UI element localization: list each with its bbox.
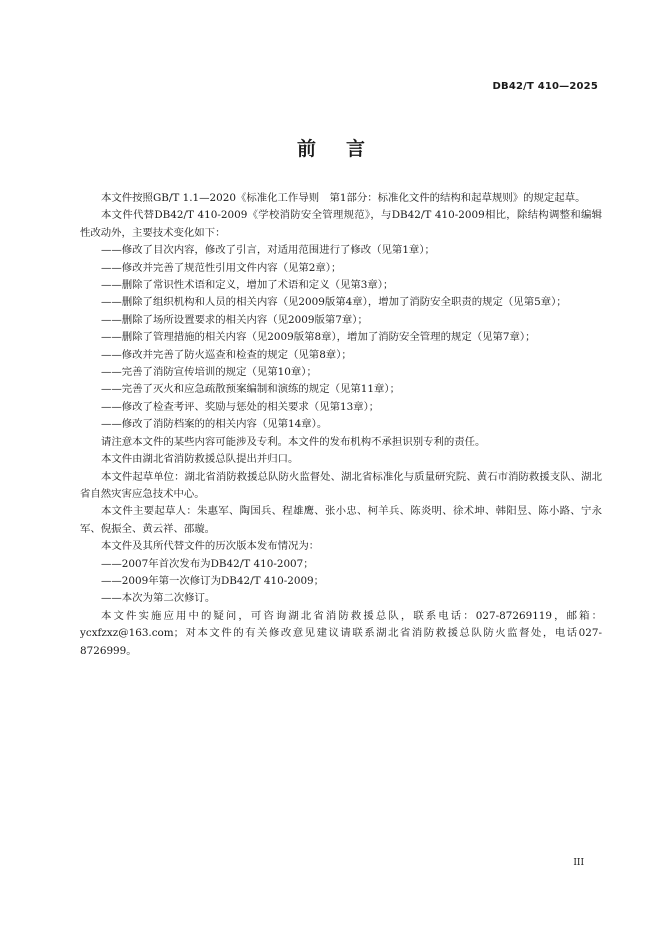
page-title: 前言 bbox=[296, 138, 395, 160]
paragraph: 本文件主要起草人：朱惠军、陶国兵、程雄鹰、张小忠、柯羊兵、陈炎明、徐术坤、韩阳昱、陈小路、宁永军、倪振全、黄云祥、邵璇。 bbox=[80, 505, 602, 535]
paragraph: 本文件按照GB/T 1.1—2020《标准化工作导则 第1部分：标准化文件的结构和起草规则》的规定起草。 bbox=[101, 192, 586, 204]
paragraph: 请注意本文件的某些内容可能涉及专利。本文件的发布机构不承担识别专利的责任。 bbox=[101, 435, 486, 448]
change-item: ——删除了场所设置要求的相关内容（见2009版第7章）； bbox=[101, 313, 368, 326]
change-item: ——修改了消防档案的的相关内容（见第14章）。 bbox=[101, 418, 328, 431]
change-item: ——完善了灭火和应急疏散预案编制和演练的规定（见第11章）； bbox=[101, 383, 400, 396]
paragraph: 本文件起草单位：湖北省消防救援总队防火监督处、湖北省标准化与质量研究院、黄石市消防救援支队、湖北省自然灾害应急技术中心。 bbox=[80, 470, 602, 500]
change-item: ——完善了消防宣传培训的规定（见第10章）； bbox=[101, 366, 317, 379]
change-item: ——修改并完善了规范性引用文件内容（见第2章）； bbox=[101, 261, 342, 274]
contact-paragraph: 本文件实施应用中的疑问，可咨询湖北省消防救援总队，联系电话：027-87269119，邮箱：ycxfzxz@163.com；对本文件的有关修改意见建议请联系湖北省消防救援总队防火监督处，电话027-8726999。 bbox=[80, 609, 602, 657]
page-number: III bbox=[573, 858, 584, 868]
preface-body bbox=[80, 190, 602, 660]
paragraph: 本文件由湖北省消防救援总队提出并归口。 bbox=[101, 453, 299, 466]
paragraph: 本文件及其所代替文件的历次版本发布情况为： bbox=[101, 540, 320, 553]
change-item: ——删除了常识性术语和定义，增加了术语和定义（见第3章）； bbox=[101, 279, 394, 292]
change-item: ——修改了目次内容，修改了引言，对适用范围进行了修改（见第1章）； bbox=[101, 244, 435, 257]
version-item: ——2007年首次发布为DB42/T 410-2007； bbox=[101, 557, 314, 570]
change-item: ——修改了检查考评、奖励与惩处的相关要求（见第13章）； bbox=[101, 400, 380, 413]
change-item: ——删除了管理措施的相关内容（见2009版第8章），增加了消防安全管理的规定（见第7章）； bbox=[101, 331, 536, 344]
paragraph: 本文件代替DB42/T 410-2009《学校消防安全管理规范》，与DB42/T 410-2009相比，除结构调整和编辑性改动外，主要技术变化如下： bbox=[80, 209, 602, 239]
version-item: ——2009年第一次修订为DB42/T 410-2009； bbox=[101, 574, 325, 587]
version-item: ——本次为第二次修订。 bbox=[101, 592, 216, 605]
change-item: ——删除了组织机构和人员的相关内容（见2009版第4章），增加了消防安全职责的规定（见第5章）； bbox=[101, 296, 567, 309]
document-code: DB42/T 410—2025 bbox=[492, 81, 598, 92]
change-item: ——修改并完善了防火巡查和检查的规定（见第8章）； bbox=[101, 348, 352, 361]
